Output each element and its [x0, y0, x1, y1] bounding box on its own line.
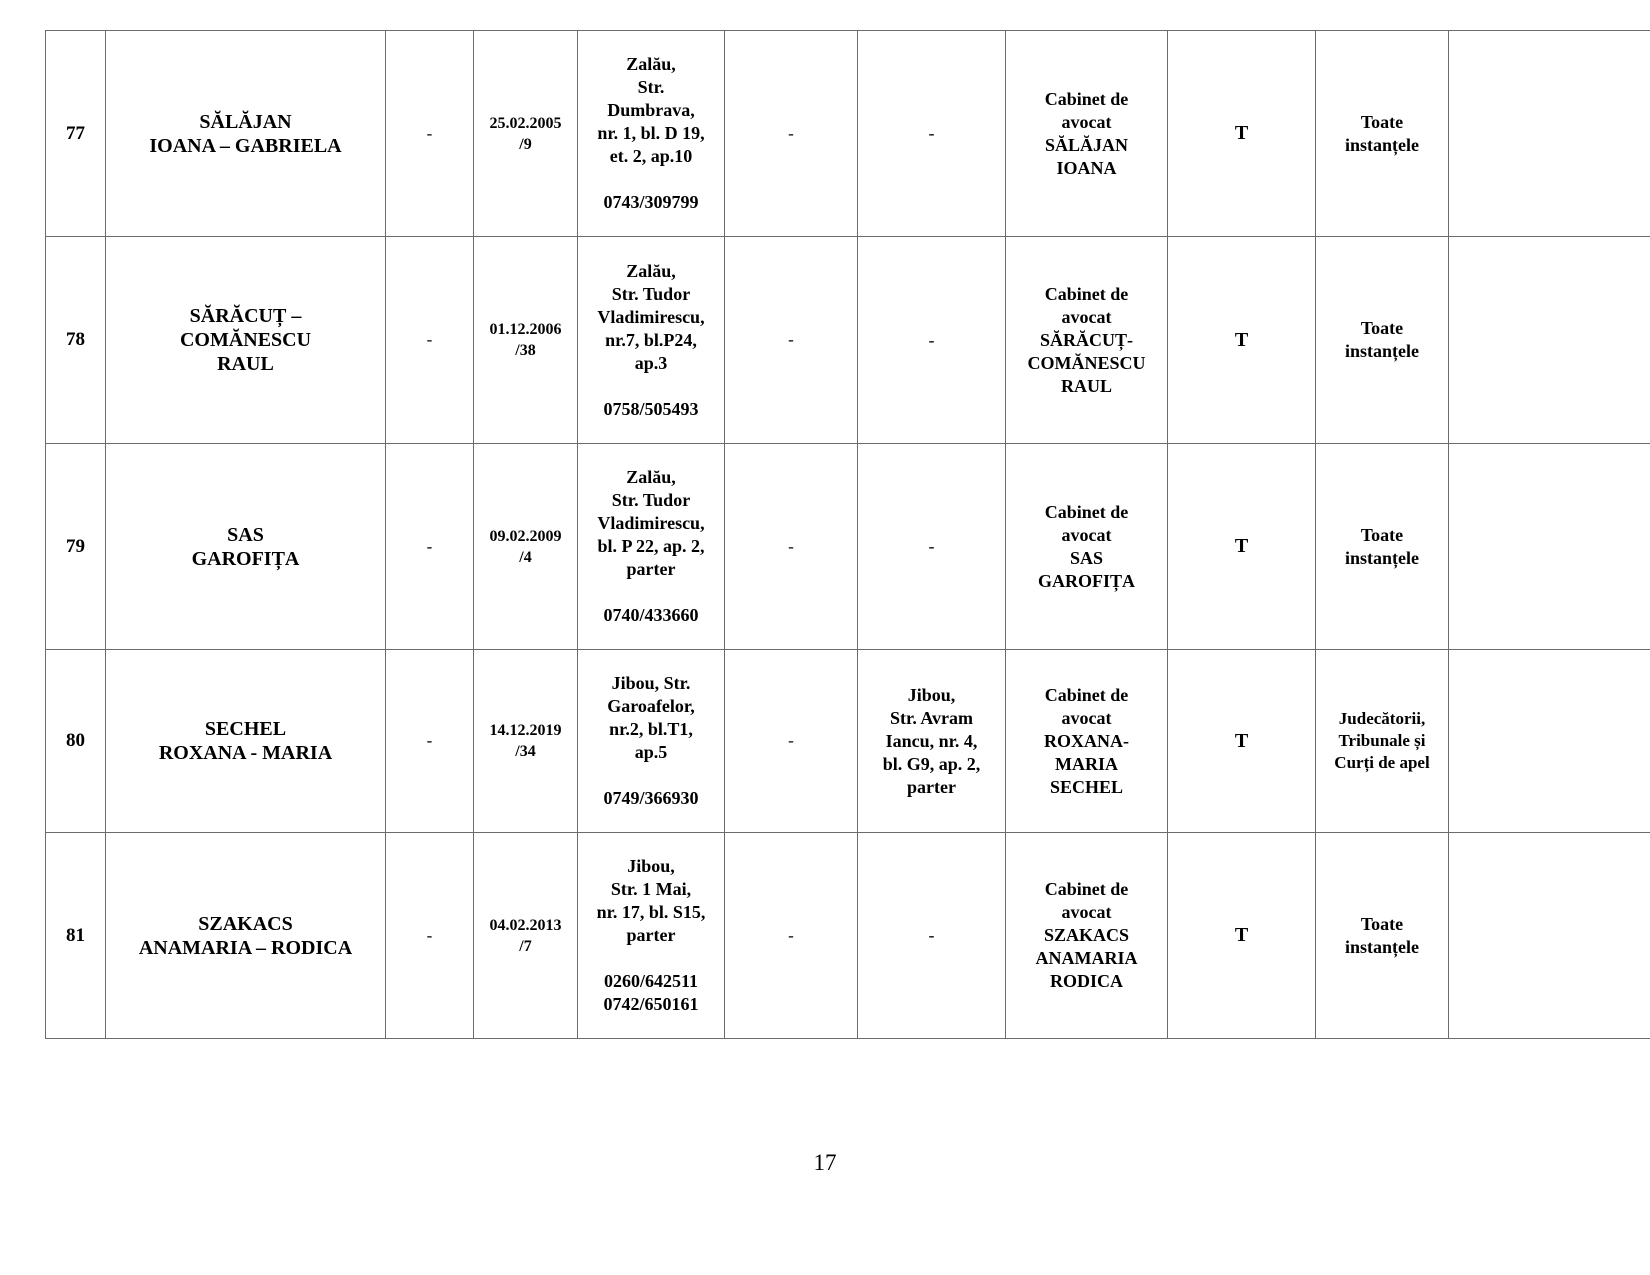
instances-line: Judecătorii,	[1338, 709, 1426, 728]
instances-line: instanțele	[1345, 936, 1419, 957]
type-cell: T	[1168, 833, 1316, 1039]
instances-cell	[1316, 444, 1449, 650]
cabinet-line: ANAMARIA	[1035, 948, 1138, 968]
cabinet-line: RODICA	[1049, 971, 1123, 991]
cabinet-line: avocat	[1061, 306, 1112, 327]
address-line: Zalău,	[626, 467, 676, 487]
secondary-address-line: bl. G9, ap. 2,	[882, 753, 981, 774]
address-line: Zalău,	[626, 54, 676, 74]
cabinet-line: SĂLĂJAN	[1044, 134, 1128, 155]
secondary-address-line: Iancu, nr. 4,	[885, 730, 978, 751]
registration-date-cell	[474, 31, 578, 237]
row-number-cell: 79	[46, 444, 106, 650]
address-line: Dumbrava,	[607, 100, 695, 120]
cabinet-cell	[1006, 31, 1168, 237]
secondary-address-line: parter	[907, 776, 956, 797]
cabinet-cell	[1006, 650, 1168, 833]
address-spacer	[582, 168, 720, 191]
address-line: Vladimirescu,	[597, 513, 705, 533]
lawyer-name-line: SECHEL	[204, 718, 287, 740]
address-line: Jibou,	[627, 856, 675, 876]
secondary-address-line: -	[928, 329, 935, 350]
address-line: ap.5	[634, 742, 668, 762]
cabinet-cell	[1006, 833, 1168, 1039]
secondary-address-line: -	[928, 536, 935, 556]
secondary-address-cell	[858, 31, 1006, 237]
cabinet-line: avocat	[1061, 111, 1112, 132]
instances-cell	[1316, 833, 1449, 1039]
registration-date-line: /7	[519, 937, 532, 955]
column-3-cell: -	[386, 31, 474, 237]
lawyer-name-line: SAS	[227, 523, 264, 546]
address-line: Zalău,	[626, 260, 676, 281]
address-line: nr.7, bl.P24,	[605, 329, 697, 350]
instances-line: instanțele	[1345, 134, 1419, 155]
address-line: bl. P 22, ap. 2,	[597, 536, 705, 556]
registration-date-line: 14.12.2019	[489, 722, 562, 739]
cabinet-line: Cabinet de	[1044, 879, 1129, 899]
empty-cell	[1449, 444, 1650, 650]
lawyer-name-cell	[106, 650, 386, 833]
type-cell: T	[1168, 444, 1316, 650]
cabinet-cell	[1006, 237, 1168, 444]
instances-line: Toate	[1360, 318, 1404, 338]
table-row	[46, 833, 1650, 1039]
secondary-address-line: -	[928, 123, 935, 143]
cabinet-line: GAROFIȚA	[1037, 570, 1135, 591]
lawyer-name-line: ROXANA - MARIA	[158, 742, 333, 764]
column-3-cell: -	[386, 237, 474, 444]
address-line: Garoafelor,	[607, 696, 695, 716]
cabinet-line: avocat	[1061, 524, 1112, 545]
cabinet-line: SECHEL	[1049, 776, 1124, 797]
column-3-cell: -	[386, 444, 474, 650]
registry-table-body	[46, 31, 1650, 1039]
table-row	[46, 444, 1650, 650]
lawyer-name-line: RAUL	[217, 353, 274, 375]
cabinet-line: IOANA	[1056, 157, 1117, 178]
address-line: parter	[626, 925, 676, 945]
registration-date-cell	[474, 444, 578, 650]
address-line: Str. Tudor	[611, 490, 691, 510]
registration-date-line: 25.02.2005	[489, 114, 562, 132]
address-line: et. 2, ap.10	[609, 146, 693, 166]
row-number-cell: 77	[46, 31, 106, 237]
type-cell: T	[1168, 650, 1316, 833]
address-cell	[578, 650, 725, 833]
cabinet-line: Cabinet de	[1044, 501, 1129, 522]
address-spacer	[582, 947, 720, 970]
instances-line: Curți de apel	[1334, 753, 1430, 772]
address-cell	[578, 31, 725, 237]
lawyer-name-line: COMĂNESCU	[179, 329, 312, 351]
lawyer-name-line: IOANA – GABRIELA	[149, 134, 342, 157]
registration-date-cell	[474, 237, 578, 444]
cabinet-line: ROXANA-	[1044, 730, 1129, 751]
cabinet-line: SĂRĂCUȚ-	[1039, 329, 1133, 350]
lawyer-name-cell	[106, 833, 386, 1039]
address-line: nr.2, bl.T1,	[609, 719, 693, 739]
lawyer-name-line: ANAMARIA – RODICA	[138, 936, 353, 959]
cabinet-line: COMĂNESCU	[1027, 352, 1146, 373]
phone-number: 0260/642511	[603, 971, 698, 991]
address-line: parter	[626, 559, 676, 579]
lawyer-name-cell	[106, 444, 386, 650]
page-number: 17	[813, 1150, 837, 1175]
address-line: Str.	[637, 77, 665, 97]
secondary-address-line: Jibou,	[907, 684, 956, 705]
lawyers-registry-table	[45, 30, 1650, 1039]
instances-cell	[1316, 650, 1449, 833]
cabinet-cell	[1006, 444, 1168, 650]
cabinet-line: RAUL	[1060, 375, 1112, 396]
cabinet-line: avocat	[1061, 707, 1112, 728]
registration-date-line: /34	[515, 743, 536, 760]
phone-number: 0743/309799	[603, 192, 699, 212]
phone-number: 0740/433660	[603, 605, 699, 625]
empty-cell	[1449, 31, 1650, 237]
registration-date-cell	[474, 833, 578, 1039]
instances-line: instanțele	[1345, 547, 1419, 568]
table-row	[46, 237, 1650, 444]
instances-cell	[1316, 31, 1449, 237]
phone-number: 0742/650161	[603, 994, 699, 1014]
address-spacer	[582, 764, 720, 787]
column-3-cell: -	[386, 833, 474, 1039]
row-number-cell: 78	[46, 237, 106, 444]
secondary-address-cell	[858, 650, 1006, 833]
row-number-cell: 80	[46, 650, 106, 833]
address-line: ap.3	[634, 352, 668, 373]
type-cell: T	[1168, 237, 1316, 444]
secondary-address-line: Str. Avram	[890, 707, 973, 728]
address-line: Str. Tudor	[611, 283, 691, 304]
secondary-address-cell	[858, 237, 1006, 444]
instances-line: Toate	[1360, 111, 1404, 132]
registration-date-line: 09.02.2009	[489, 527, 562, 545]
column-6-cell: -	[725, 650, 858, 833]
registration-date-line: /4	[519, 548, 532, 566]
cabinet-line: avocat	[1061, 902, 1112, 922]
registration-date-cell	[474, 650, 578, 833]
registration-date-line: /38	[515, 342, 536, 359]
type-cell: T	[1168, 31, 1316, 237]
lawyer-name-line: SĂRĂCUȚ –	[189, 305, 302, 327]
secondary-address-cell	[858, 444, 1006, 650]
address-cell	[578, 833, 725, 1039]
instances-line: Toate	[1360, 913, 1404, 934]
row-number-cell: 81	[46, 833, 106, 1039]
lawyer-name-line: GAROFIȚA	[191, 547, 300, 570]
phone-number: 0749/366930	[603, 788, 699, 808]
address-spacer	[582, 581, 720, 604]
instances-line: instanțele	[1345, 341, 1419, 361]
cabinet-line: Cabinet de	[1044, 88, 1129, 109]
instances-line: Tribunale și	[1338, 731, 1426, 750]
lawyer-name-cell	[106, 237, 386, 444]
address-line: Jibou, Str.	[611, 673, 691, 693]
column-6-cell: -	[725, 833, 858, 1039]
lawyer-name-line: SZAKACS	[198, 912, 293, 935]
table-row	[46, 31, 1650, 237]
address-line: nr. 1, bl. D 19,	[597, 123, 705, 143]
cabinet-line: Cabinet de	[1044, 283, 1129, 304]
empty-cell	[1449, 650, 1650, 833]
instances-line: Toate	[1360, 524, 1404, 545]
empty-cell	[1449, 833, 1650, 1039]
address-spacer	[582, 375, 720, 398]
lawyer-name-line: SĂLĂJAN	[199, 110, 292, 133]
cabinet-line: SAS	[1069, 547, 1104, 568]
cabinet-line: Cabinet de	[1044, 684, 1129, 705]
address-line: Vladimirescu,	[597, 306, 705, 327]
secondary-address-cell	[858, 833, 1006, 1039]
registration-date-line: 01.12.2006	[489, 321, 562, 338]
column-3-cell: -	[386, 650, 474, 833]
registration-date-line: /9	[519, 135, 532, 153]
address-line: nr. 17, bl. S15,	[596, 902, 706, 922]
cabinet-line: SZAKACS	[1043, 925, 1130, 945]
address-cell	[578, 237, 725, 444]
instances-cell	[1316, 237, 1449, 444]
registration-date-line: 04.02.2013	[489, 916, 562, 934]
empty-cell	[1449, 237, 1650, 444]
phone-number: 0758/505493	[603, 398, 699, 419]
column-6-cell: -	[725, 444, 858, 650]
lawyer-name-cell	[106, 31, 386, 237]
table-row	[46, 650, 1650, 833]
address-cell	[578, 444, 725, 650]
address-line: Str. 1 Mai,	[610, 879, 692, 899]
column-6-cell: -	[725, 31, 858, 237]
secondary-address-line: -	[928, 925, 935, 945]
cabinet-line: MARIA	[1055, 753, 1118, 774]
column-6-cell: -	[725, 237, 858, 444]
